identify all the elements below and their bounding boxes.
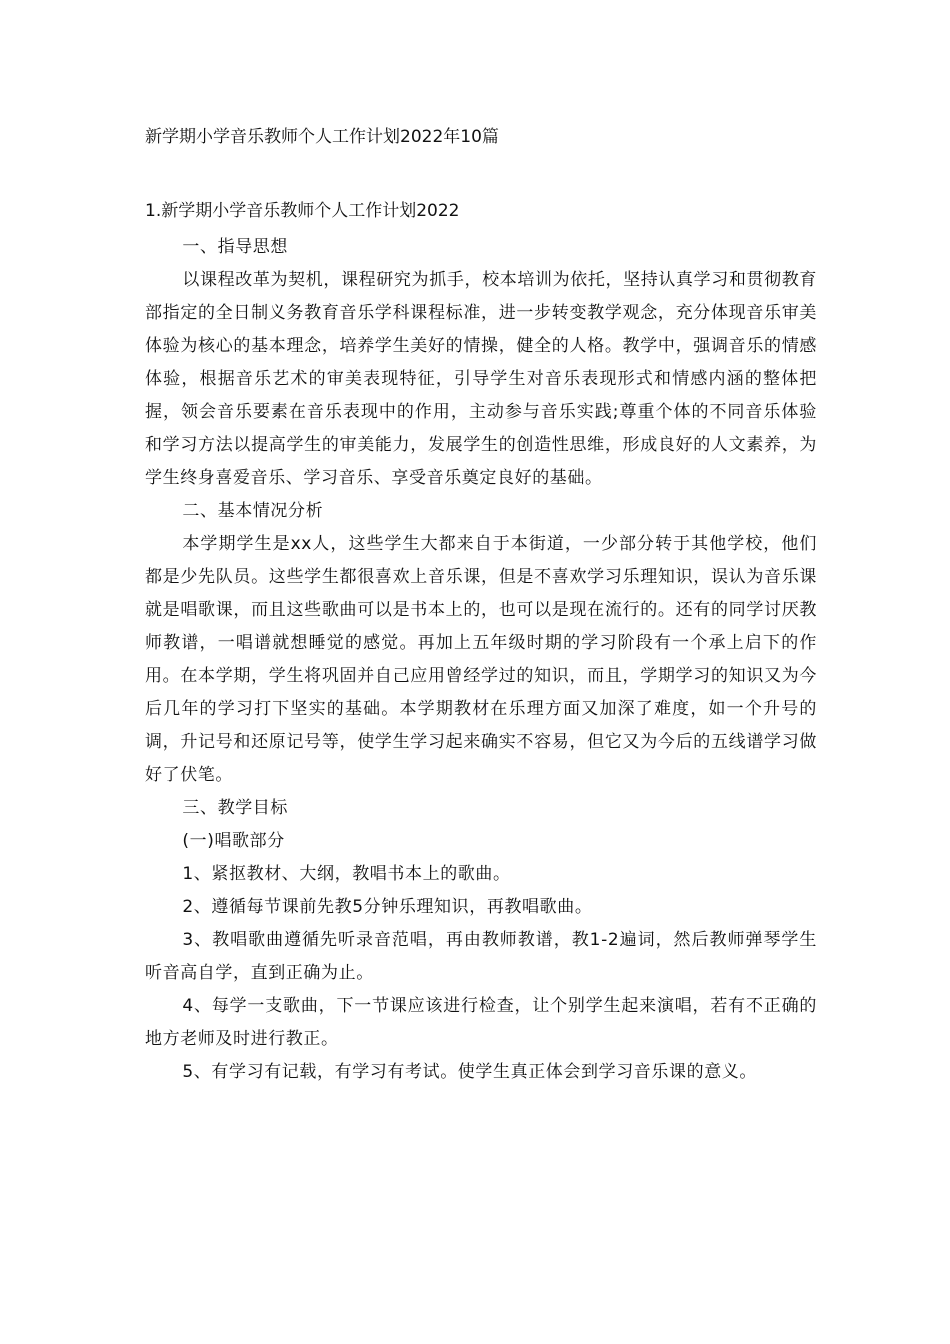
document-title: 新学期小学音乐教师个人工作计划2022年10篇 <box>145 127 499 147</box>
heading-situation-analysis: 二、基本情况分析 <box>182 501 324 521</box>
heading-guiding-ideology: 一、指导思想 <box>182 237 288 257</box>
paragraph-situation-analysis: 本学期学生是xx人，这些学生大都来自于本街道，一少部分转于其他学校，他们都是少先队员。这些学生都很喜欢上音乐课，但是不喜欢学习乐理知识，误认为音乐课就是唱歌课，而且这些歌曲可以是书本上的，也可以是现在流行的。还有的同学讨厌教师教谱，一唱谱就想睡觉的感觉。再加上五年级时期的学习阶段有一个承上启下的作用。在本学期，学生将巩固并自己应用曾经学过的知识，而且，学期学习的知识又为今后几年的学习打下坚实的基础。本学期教材在乐理方面又加深了难度，如一个升号的调，升记号和还原记号等，使学生学习起来确实不容易，但它又为今后的五线谱学习做好了伏笔。 <box>145 534 817 785</box>
paragraph-guiding-ideology: 以课程改革为契机，课程研究为抓手，校本培训为依托，坚持认真学习和贯彻教育部指定的全日制义务教育音乐学科课程标准，进一步转变教学观念，充分体现音乐审美体验为核心的基本理念，培养学生美好的情操，健全的人格。教学中，强调音乐的情感体验，根据音乐艺术的审美表现特征，引导学生对音乐表现形式和情感内涵的整体把握，领会音乐要素在音乐表现中的作用，主动参与音乐实践;尊重个体的不同音乐体验和学习方法以提高学生的审美能力，发展学生的创造性思维，形成良好的人文素养，为学生终身喜爱音乐、学习音乐、享受音乐奠定良好的基础。 <box>145 270 817 488</box>
heading-teaching-goals: 三、教学目标 <box>182 798 288 818</box>
list-item: 5、有学习有记载，有学习有考试。使学生真正体会到学习音乐课的意义。 <box>182 1062 758 1082</box>
section-title: 1.新学期小学音乐教师个人工作计划2022 <box>145 201 460 221</box>
list-item: 3、教唱歌曲遵循先听录音范唱，再由教师教谱，教1-2遍词，然后教师弹琴学生听音高自学，直到正确为止。 <box>145 930 817 983</box>
list-item: 4、每学一支歌曲，下一节课应该进行检查，让个别学生起来演唱，若有不正确的地方老师及时进行教正。 <box>145 996 817 1049</box>
list-item: 1、紧抠教材、大纲，教唱书本上的歌曲。 <box>182 864 511 884</box>
document-body <box>145 231 817 1089</box>
list-item: 2、遵循每节课前先教5分钟乐理知识，再教唱歌曲。 <box>182 897 593 917</box>
heading-singing-part: (一)唱歌部分 <box>182 831 285 851</box>
